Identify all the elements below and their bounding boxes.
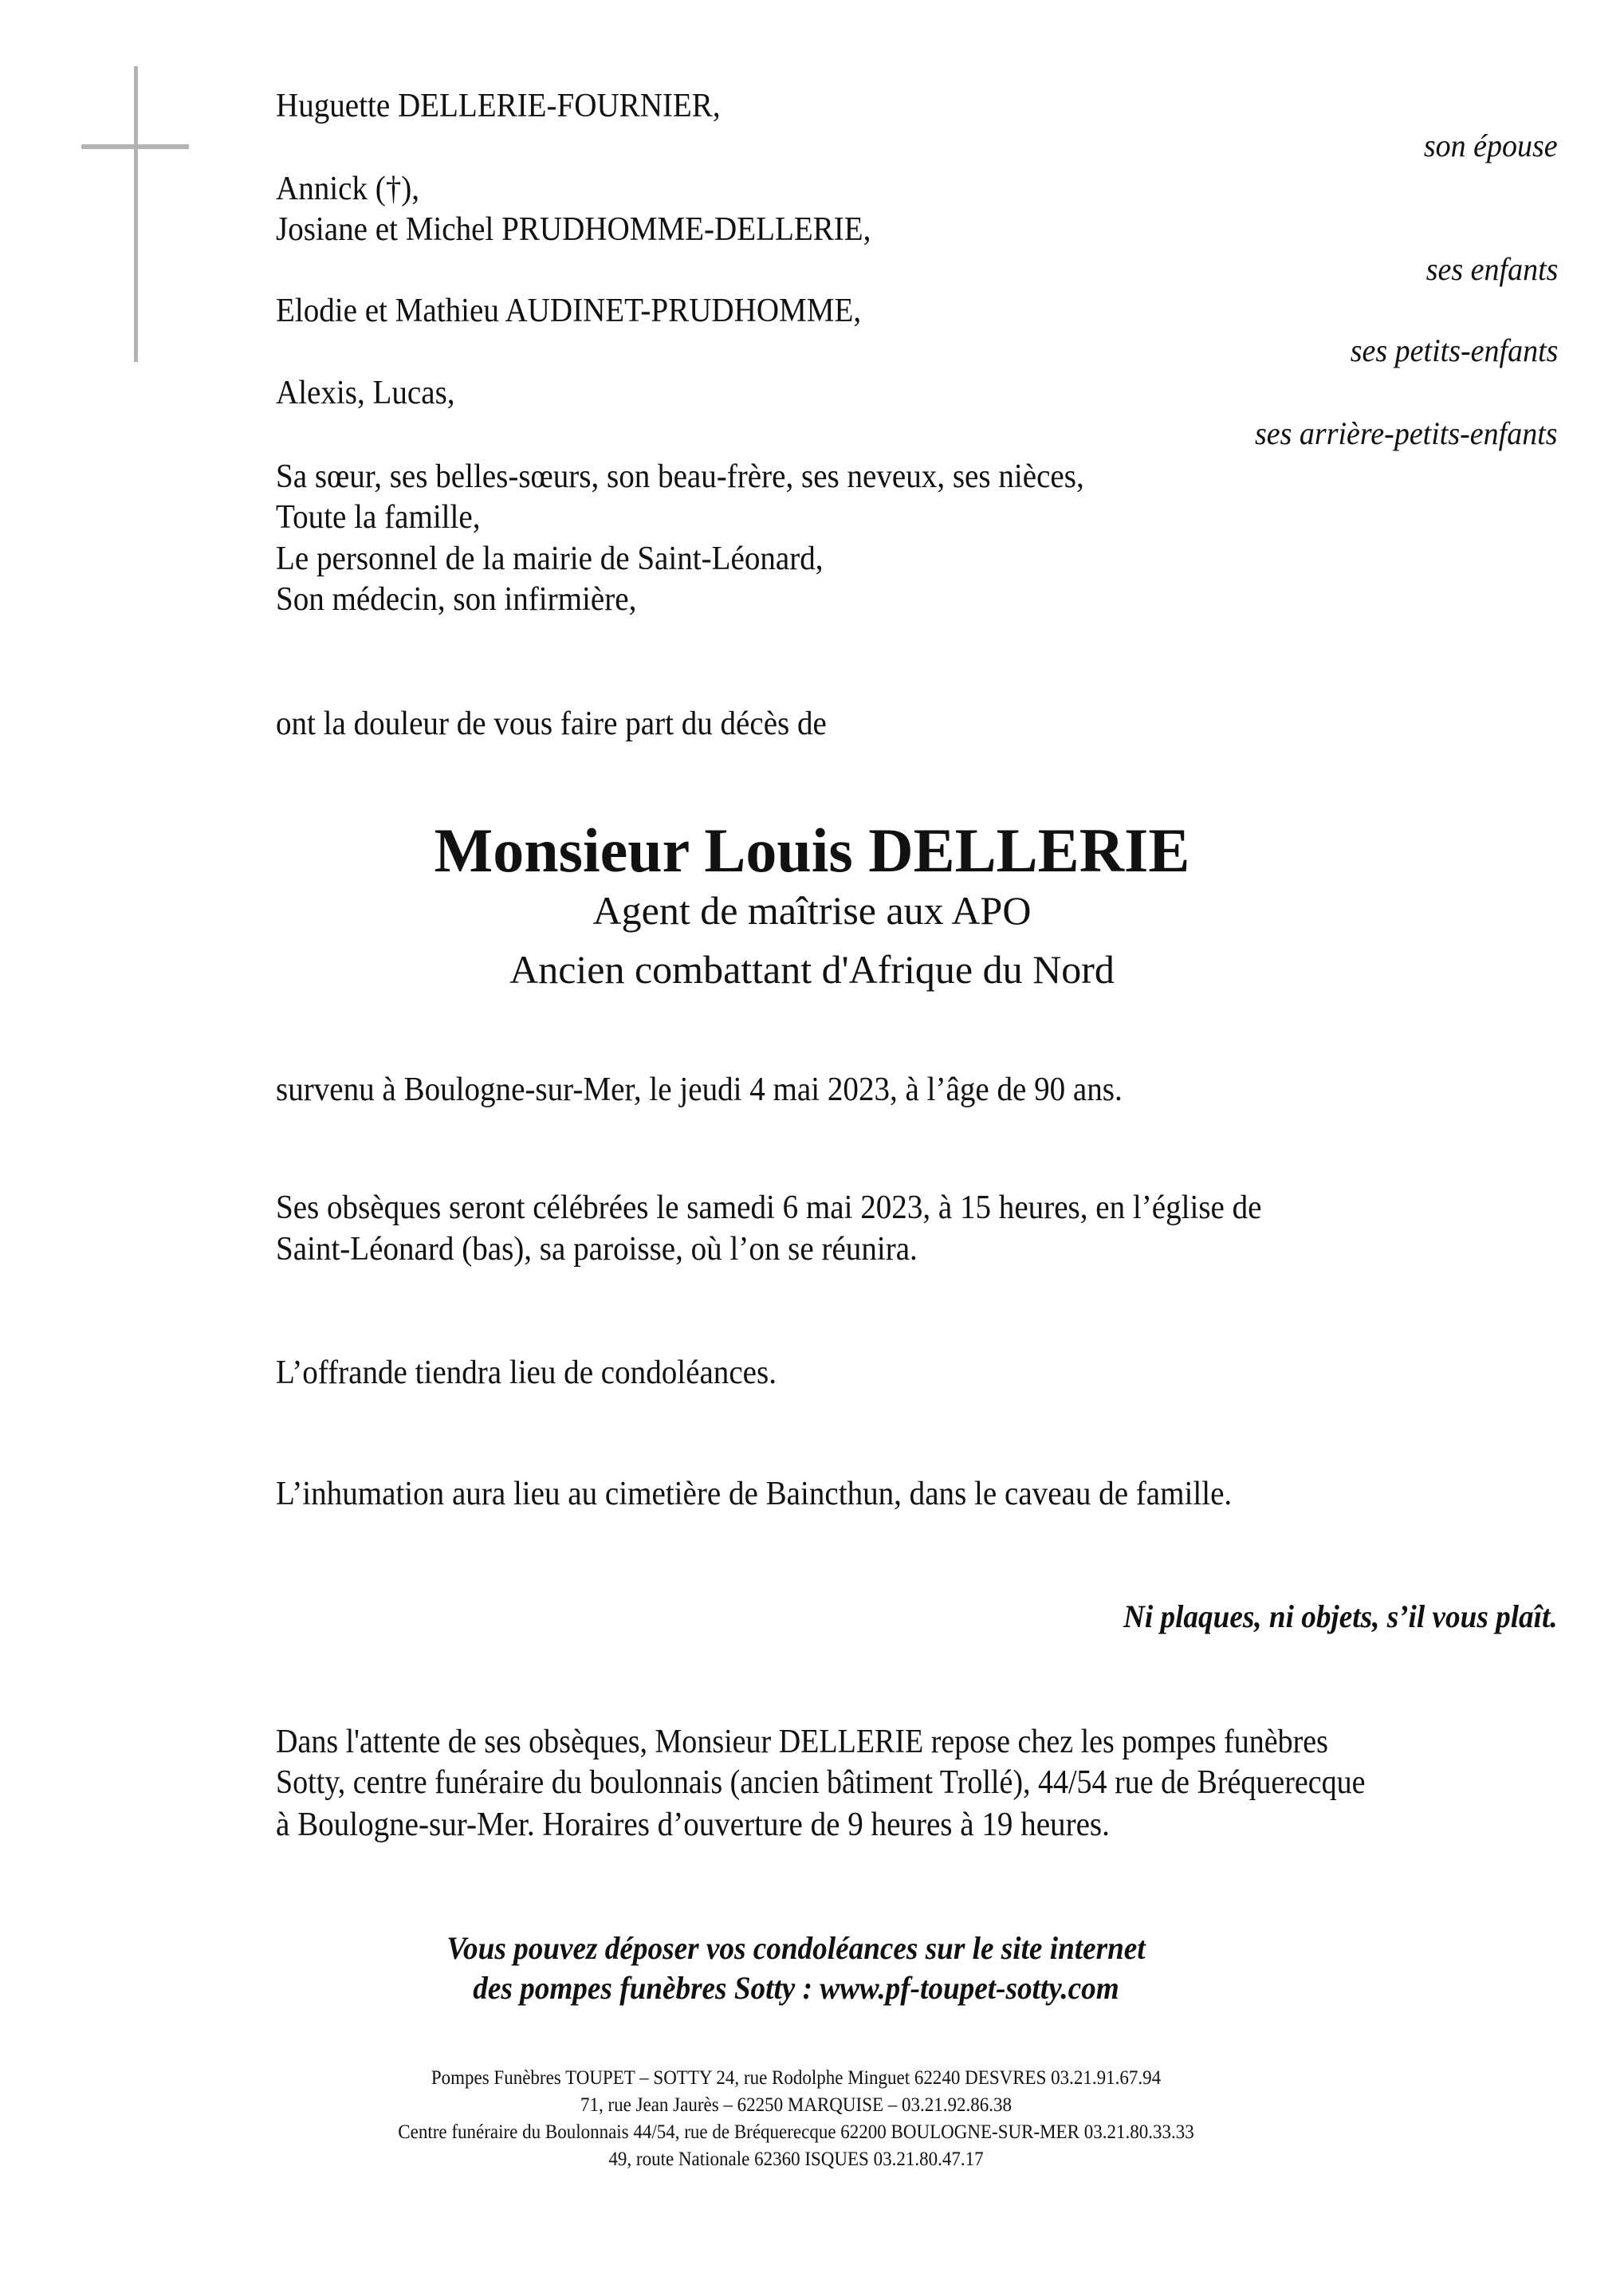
death-info: survenu à Boulogne-sur-Mer, le jeudi 4 mai 2023, à l’âge de 90 ans. xyxy=(276,1071,1123,1108)
cross-vertical-bar xyxy=(134,66,138,362)
family-great-grandchildren-relation: ses arrière-petits-enfants xyxy=(1255,415,1558,451)
other-mourners-line: Sa sœur, ses belles-sœurs, son beau-frère, ses neveux, ses nièces, xyxy=(276,458,1084,495)
offering-text: L’offrande tiendra lieu de condoléances. xyxy=(276,1354,777,1391)
family-great-grandchild-name: Alexis, Lucas, xyxy=(276,375,455,411)
other-mourners-line: Toute la famille, xyxy=(276,499,481,536)
family-spouse-name: Huguette DELLERIE-FOURNIER, xyxy=(276,88,721,124)
other-mourners-line: Son médecin, son infirmière, xyxy=(276,581,637,618)
rest-place-line: Sotty, centre funéraire du boulonnais (ancien bâtiment Trollé), 44/54 rue de Bréquerecque xyxy=(276,1764,1366,1801)
family-spouse-relation: son épouse xyxy=(1424,128,1558,163)
deceased-title: Ancien combattant d'Afrique du Nord xyxy=(509,947,1115,992)
burial-text: L’inhumation aura lieu au cimetière de Baincthun, dans le caveau de famille. xyxy=(276,1476,1233,1512)
no-flowers-notice: Ni plaques, ni objets, s’il vous plaît. xyxy=(1123,1598,1558,1634)
rest-place-line: Dans l'attente de ses obsèques, Monsieur DELLERIE repose chez les pompes funèbres xyxy=(276,1724,1328,1760)
footer-address-line: Pompes Funèbres TOUPET – SOTTY 24, rue Rodolphe Minguet 62240 DESVRES 03.21.91.67.94 xyxy=(431,2067,1162,2089)
funeral-info-line: Saint-Léonard (bas), sa paroisse, où l’on se réunira. xyxy=(276,1231,918,1268)
family-grandchildren-relation: ses petits-enfants xyxy=(1350,332,1558,368)
funeral-info-line: Ses obsèques seront célébrées le samedi 6 mai 2023, à 15 heures, en l’église de xyxy=(276,1189,1262,1226)
family-grandchild-name: Elodie et Mathieu AUDINET-PRUDHOMME, xyxy=(276,293,862,329)
condolences-website-link[interactable]: des pompes funèbres Sotty : www.pf-toupet-sotty.com xyxy=(473,1970,1119,2006)
condolences-text: Vous pouvez déposer vos condoléances sur le site internet xyxy=(446,1930,1146,1966)
family-children-relation: ses enfants xyxy=(1425,251,1558,287)
family-child-name: Annick (†), xyxy=(276,171,420,207)
rest-place-line: à Boulogne-sur-Mer. Horaires d’ouverture de 9 heures à 19 heures. xyxy=(276,1807,1110,1843)
cross-horizontal-bar xyxy=(81,144,189,149)
footer-address-line: 49, route Nationale 62360 ISQUES 03.21.80.47.17 xyxy=(608,2149,984,2170)
other-mourners-line: Le personnel de la mairie de Saint-Léonard, xyxy=(276,541,824,577)
deceased-name: Monsieur Louis DELLERIE xyxy=(434,816,1190,885)
footer-address-line: Centre funéraire du Boulonnais 44/54, rue de Bréquerecque 62200 BOULOGNE-SUR-MER 03.21.80.33.33 xyxy=(398,2121,1194,2143)
footer-address-line: 71, rue Jean Jaurès – 62250 MARQUISE – 03.21.92.86.38 xyxy=(580,2094,1013,2116)
deceased-title: Agent de maîtrise aux APO xyxy=(592,888,1032,933)
family-child-name: Josiane et Michel PRUDHOMME-DELLERIE, xyxy=(276,211,871,248)
announcement-text: ont la douleur de vous faire part du décès de xyxy=(276,706,827,742)
